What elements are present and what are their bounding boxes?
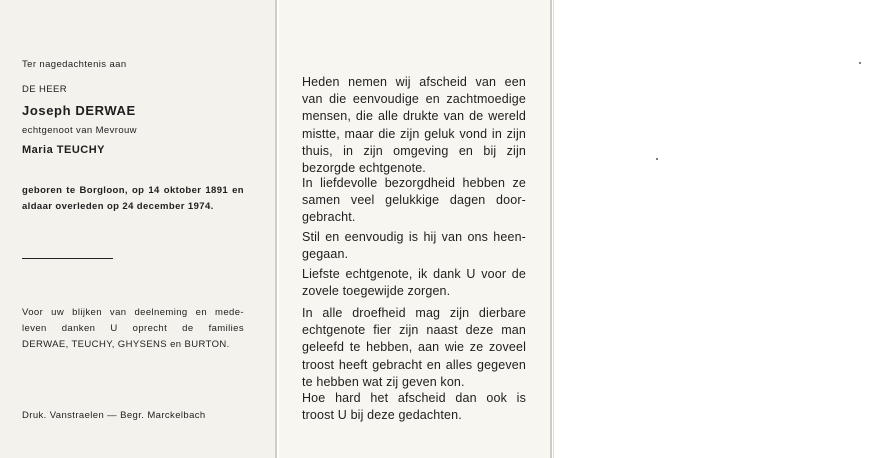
poem-line: bezorgde echtgenote. [302,161,426,176]
poem-line: Hoe hard het afscheid dan ook is [302,391,526,405]
poem-line: te hebben wat zij geven kon. [302,374,465,389]
poem-line: mistte, maar die zijn geluk vond in zijn [302,126,526,141]
poem-line: In alle droefheid mag zijn dierbare [302,306,526,320]
thanks-paragraph [22,305,244,353]
poem-line: gegaan. [302,247,349,262]
poem-line: echtgenote fier zijn naast deze man [302,323,526,338]
divider-line [22,258,113,259]
poem-line: mensen, die alle drukte van de wereld [302,109,526,124]
poem-paragraph-4 [302,266,526,300]
poem-line: samen veel gelukkige dagen door- [302,193,526,208]
thanks-line: Voor uw blijken van deelneming en mede- [22,307,244,318]
poem-paragraph-2 [302,175,526,227]
speck [656,158,658,160]
birth-death-paragraph [22,183,244,215]
poem-line: Heden nemen wij afscheid van een [302,75,526,89]
memoriam-line: Ter nagedachtenis aan [22,59,127,70]
poem-line: van die eenvoudige en zachtmoedige [302,92,526,107]
poem-paragraph-3 [302,229,526,263]
deceased-first-name: Joseph [22,103,72,118]
poem-line: thuis, in zijn omgeving en bij zijn [302,143,526,158]
poem-line: troost U bij deze gedachten. [302,408,462,423]
poem-line: zovele toegewijde zorgen. [302,284,451,299]
poem-line: Stil en eenvoudig is hij van ons heen- [302,230,526,244]
poem-line: In liefdevolle bezorgdheid hebben ze [302,176,526,190]
poem-paragraph-1 [302,74,526,177]
birth-death-line: aldaar overleden op 24 december 1974. [22,201,214,212]
card-right-page [279,0,552,458]
printer-credit: Druk. Vanstraelen — Begr. Marckelbach [22,410,206,421]
blank-back-side [553,0,893,458]
spouse-line: echtgenoot van Mevrouw [22,125,137,136]
poem-paragraph-6 [302,390,526,424]
poem-line: geleefd te hebben, aan wie ze zoveel [302,340,526,355]
card-left-page [0,0,277,458]
poem-line: gebracht. [302,210,356,225]
speck [859,62,861,64]
poem-paragraph-5 [302,305,526,391]
deceased-name [22,103,136,118]
spouse-name: Maria TEUCHY [22,144,106,156]
poem-line: troost heeft gebracht en alles gegeven [302,357,526,372]
deceased-last-name: DERWAE [75,103,136,118]
thanks-line: leven danken U oprecht de families [22,323,244,334]
thanks-line: DERWAE, TEUCHY, GHYSENS en BURTON. [22,339,230,350]
birth-death-line: geboren te Borgloon, op 14 oktober 1891 en [22,185,244,196]
poem-line: Liefste echtgenote, ik dank U voor de [302,267,526,281]
honorific: DE HEER [22,84,68,95]
